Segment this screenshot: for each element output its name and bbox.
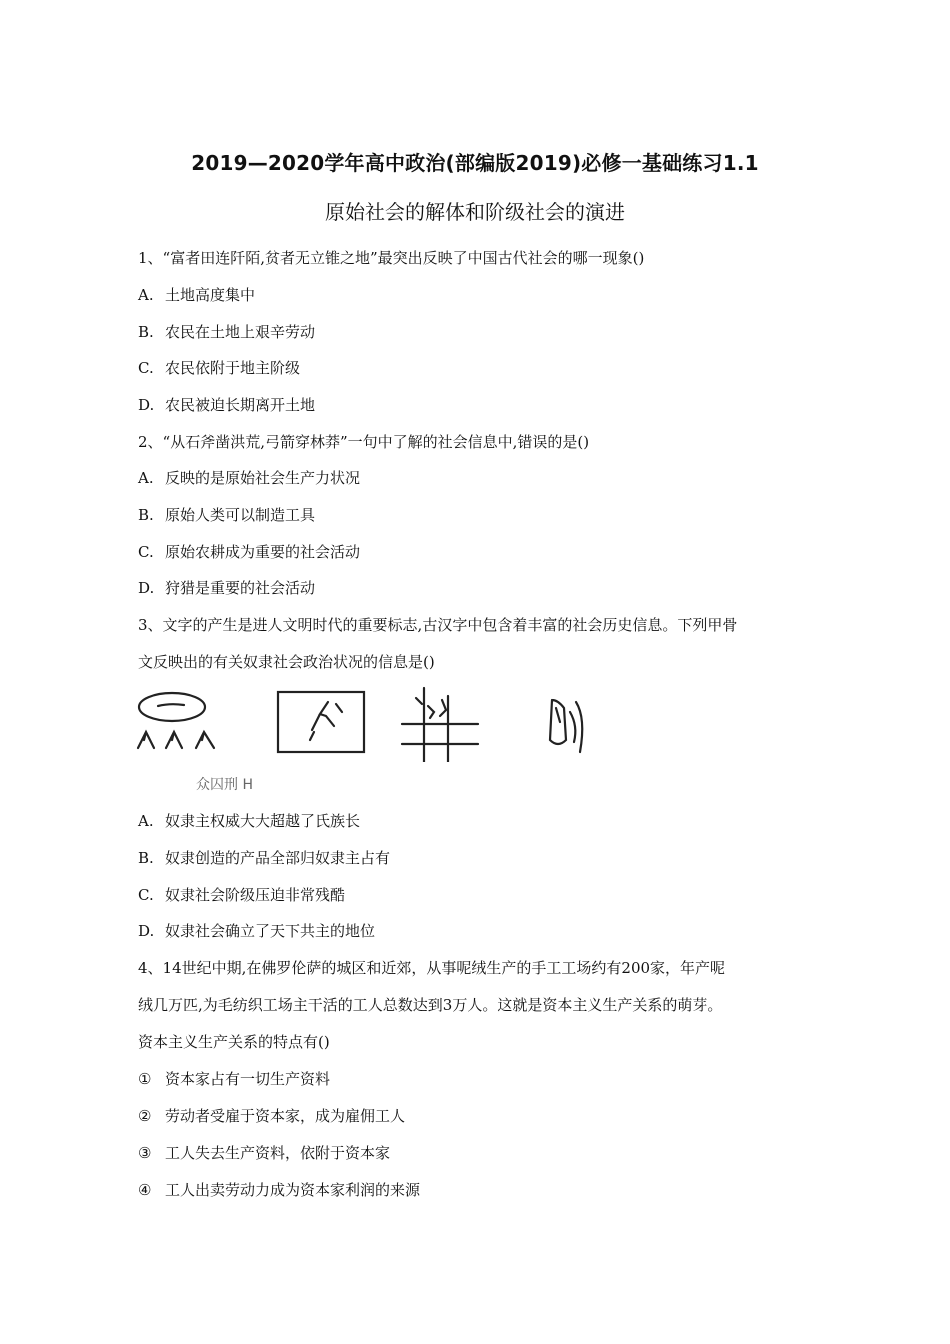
question-1-option-a	[138, 284, 255, 305]
option-letter: D.	[138, 579, 155, 597]
item-mark: ①	[138, 1070, 152, 1088]
question-3-stem-line-2: 文反映出的有关奴隶社会政治状况的信息是()	[138, 653, 435, 671]
question-2-stem: 2、“从石斧凿洪荒,弓箭穿林莽”一句中了解的社会信息中,错误的是()	[138, 433, 590, 451]
option-text: 原始人类可以制造工具	[165, 506, 316, 524]
glyph-h	[550, 700, 582, 752]
question-4-item-4	[138, 1179, 420, 1200]
question-4-item-3	[138, 1142, 390, 1163]
option-text: 农民依附于地主阶级	[165, 359, 301, 377]
item-text: 资本家占有一切生产资料	[165, 1070, 331, 1088]
title-line-2: 原始社会的解体和阶级社会的演进	[325, 200, 625, 224]
option-letter: A.	[138, 469, 154, 487]
question-3-option-d	[138, 920, 375, 941]
question-4-stem-line-3: 资本主义生产关系的特点有()	[138, 1033, 330, 1051]
option-text: 奴隶创造的产品全部归奴隶主占有	[165, 849, 391, 867]
question-1-option-d	[138, 394, 315, 415]
option-letter: A.	[138, 812, 154, 830]
option-letter: A.	[138, 286, 154, 304]
question-3-stem-line-1: 3、文字的产生是进人文明时代的重要标志,古汉字中包含着丰富的社会历史信息。下列甲骨	[138, 616, 738, 634]
question-1-option-c	[138, 357, 300, 378]
option-text: 反映的是原始社会生产力状况	[165, 469, 361, 487]
option-letter: D.	[138, 922, 155, 940]
option-text: 原始农耕成为重要的社会活动	[165, 543, 361, 561]
option-text: 农民被迫长期离开土地	[165, 396, 316, 414]
item-mark: ②	[138, 1107, 152, 1125]
item-mark: ④	[138, 1181, 152, 1199]
question-2-option-b	[138, 504, 315, 525]
option-letter: C.	[138, 543, 154, 561]
option-letter: C.	[138, 886, 154, 904]
option-text: 土地高度集中	[165, 286, 256, 304]
glyph-crowd	[138, 693, 214, 748]
option-letter: B.	[138, 323, 154, 341]
option-text: 农民在土地上艰辛劳动	[165, 323, 316, 341]
question-2-option-d	[138, 577, 315, 598]
title-line-1: 2019—2020学年高中政治(部编版2019)必修一基础练习1.1	[191, 151, 759, 175]
item-mark: ③	[138, 1144, 152, 1162]
glyph-punishment	[402, 688, 478, 762]
item-text: 工人出卖劳动力成为资本家利润的来源	[165, 1181, 421, 1199]
question-4-stem-line-1: 4、14世纪中期,在佛罗伦萨的城区和近郊，从事呢绒生产的手工工场约有200家，年产呢	[138, 959, 726, 977]
question-3-option-c	[138, 884, 345, 905]
item-text: 工人失去生产资料，依附于资本家	[165, 1144, 391, 1162]
question-3-option-b	[138, 847, 390, 868]
question-2-option-c	[138, 541, 360, 562]
option-text: 奴隶主权威大大超越了氏族长	[165, 812, 361, 830]
item-text: 劳动者受雇于资本家，成为雇佣工人	[165, 1107, 406, 1125]
question-4-item-1	[138, 1068, 330, 1089]
option-letter: B.	[138, 849, 154, 867]
question-4-stem-line-2: 绒几万匹,为毛纺织工场主干活的工人总数达到3万人。这就是资本主义生产关系的萌芽。	[138, 996, 723, 1014]
figure-caption: 众囚刑 H	[196, 777, 253, 793]
question-1-option-b	[138, 321, 315, 342]
glyph-prison	[278, 692, 364, 752]
option-text: 狩猎是重要的社会活动	[165, 579, 316, 597]
option-letter: B.	[138, 506, 154, 524]
question-2-option-a	[138, 467, 360, 488]
option-text: 奴隶社会阶级压迫非常残酷	[165, 886, 346, 904]
option-letter: C.	[138, 359, 154, 377]
oracle-bone-glyphs-figure	[130, 682, 610, 762]
question-1-stem: 1、“富者田连阡陌,贫者无立锥之地”最突出反映了中国古代社会的哪一现象()	[138, 249, 645, 267]
question-3-option-a	[138, 810, 360, 831]
question-4-item-2	[138, 1105, 405, 1126]
option-text: 奴隶社会确立了天下共主的地位	[165, 922, 376, 940]
option-letter: D.	[138, 396, 155, 414]
